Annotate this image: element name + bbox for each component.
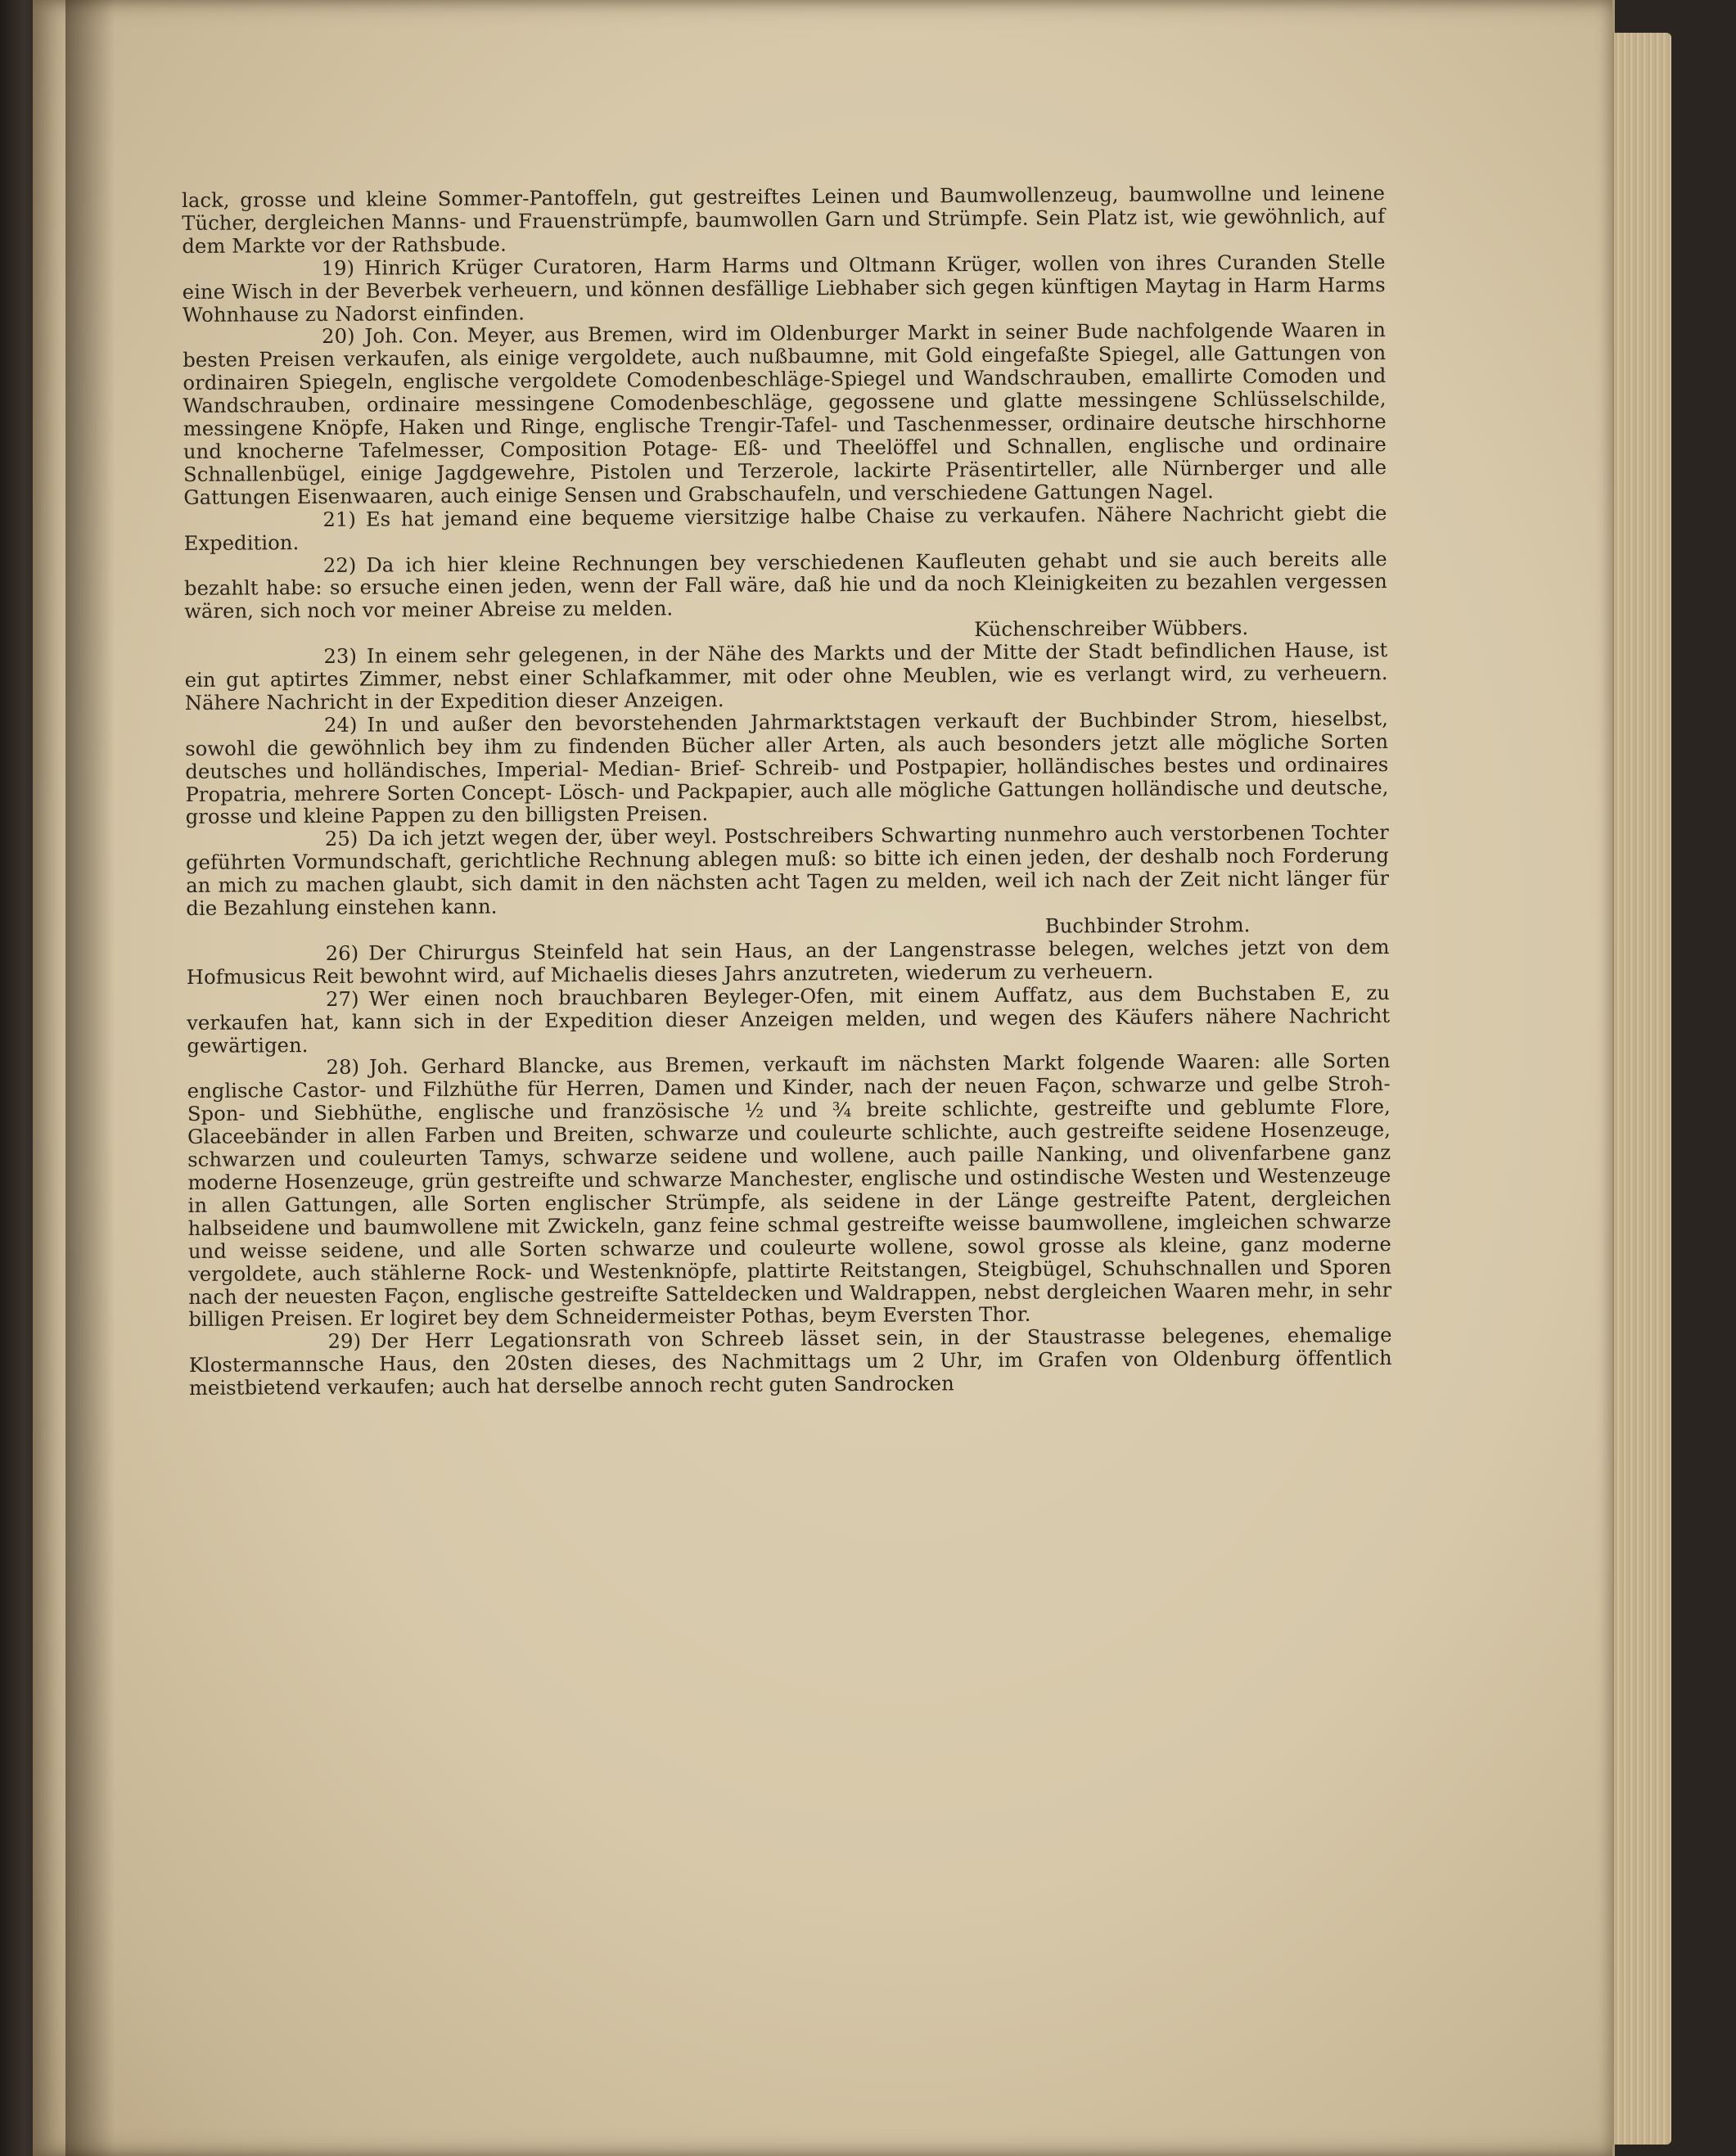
notice-number: 24) xyxy=(323,713,358,737)
document-text xyxy=(182,183,1392,1400)
notice-text: Joh. Con. Meyer, aus Bremen, wird im Oldenburger Markt in seiner Bude nachfolgende Waaren in besten Preisen verkaufen, als einige vergoldete, auch nußbaumne, mit Gold eingefaßte Spiegel, alle Gattungen von ordinairen Spiegeln, englische vergoldete Comodenbeschläge-Spiegel und Wandschrauben, emallirte Comoden und Wandschrauben, ordinaire messingene Comodenbeschläge, gegossene und glatte messingene Schlüsselschilde, messingene Knöpfe, Haken und Ringe, englische Trengir-Tafel- und Taschenmesser, ordinaire deutsche hirschhorne und knocherne Tafelmesser, Composition Potage- Eß- und Theelöffel und Schnallen, englische und ordinaire Schnallenbügel, einige Jagdgewehre, Pistolen und Terzerole, lackirte Präsentirteller, alle Nürnberger und alle Gattungen Eisenwaaren, auch einige Sensen und Grabschaufeln, und verschiedene Gattungen Nagel. xyxy=(183,318,1387,509)
notice-text: Da ich hier kleine Rechnungen bey verschiedenen Kaufleuten gehabt und sie auch bereits alle bezahlt habe: so ersuche einen jeden, wenn der Fall wäre, daß hie und da noch Kleinigkeiten zu bezahlen vergessen wären, sich noch vor meiner Abreise zu melden. xyxy=(183,547,1388,624)
signature-line: Buchbinder Strohm. xyxy=(1044,913,1251,938)
notice-text: Da ich jetzt wegen der, über weyl. Postschreibers Schwarting nunmehro auch verstorbenen Tochter geführten Vormundschaft, gerichtliche Rechnung ablegen muß: so bitte ich einen jeden, der deshalb noch Forderung an mich zu machen glaubt, sich damit in den nächsten acht Tagen zu melden, weil ich nach der Zeit nicht länger für die Bezahlung einstehen kann. xyxy=(185,821,1390,921)
numbered-notice xyxy=(183,319,1387,509)
numbered-notice xyxy=(184,548,1387,625)
numbered-notice xyxy=(183,251,1386,327)
notice-text: Hinrich Krüger Curatoren, Harm Harms und Oltmann Krüger, wollen von ihres Curanden Stelle eine Wisch in der Beverbek verheuern, und können desfällige Liebhaber sich gegen künftigen Maytag in Harm Harms Wohnhause zu Nadorst einfinden. xyxy=(182,250,1386,327)
numbered-notice xyxy=(187,936,1390,990)
notice-number: 26) xyxy=(325,941,359,965)
signature-line: Küchenschreiber Wübbers. xyxy=(974,616,1249,642)
notice-number: 22) xyxy=(322,553,357,577)
notice-number: 19) xyxy=(321,256,355,280)
notice-number: 28) xyxy=(326,1056,360,1080)
page-edges xyxy=(1612,33,1671,2145)
notice-number: 23) xyxy=(323,644,358,669)
continuation-paragraph: lack, grosse und kleine Sommer-Pantoffeln, gut gestreiftes Leinen und Baumwollenzeug, baumwollne und leinene Tücher, dergleichen Manns- und Frauenstrümpfe, baumwollen Garn und Strümpfe. Sein Platz ist, wie gewöhnlich, auf dem Markte vor der Rathsbude. xyxy=(181,182,1386,258)
notice-number: 25) xyxy=(324,828,358,851)
notice-number: 27) xyxy=(325,987,359,1011)
notice-text: Joh. Gerhard Blancke, aus Bremen, verkauft im nächsten Markt folgende Waaren: alle Sorten englische Castor- und Filzhüthe für Herren, Damen und Kinder, nach der neuen Façon, schwarze und gelbe Stroh- Spon- und Siebhüthe, englische und französische ½ und ¾ breite schlichte, gestreifte und geblumte Flore, Glaceebänder in allen Farben und Breiten, schwarze und couleurte schlichte, auch gestreifte seidene Hosenzeuge, schwarzen und couleurten Tamys, schwarze seidene und wollene, auch paille Nanking, und olivenfarbene ganz moderne Hosenzeuge, grün gestreifte und schwarze Manchester, englische und ostindische Westen und Westenzeuge in allen Gattungen, alle Sorten englischer Strümpfe, als seidene in der Länge gestreifte Patent, dergleichen halbseidene und baumwollene mit Zwickeln, ganz feine schmal gestreifte weisse baumwollene, imgleichen schwarze und weisse seidene, und alle Sorten schwarze und couleurte wollene, sowol grosse als kleine, ganz moderne vergoldete, auch stählerne Rock- und Westenknöpfe, plattirte Reitstangen, Steigbügel, Schuhschnallen und Sporen nach der neuesten Façon, englische gestreifte Satteldecken und Waldrappen, nebst dergleichen Waaren mehr, in sehr billigen Preisen. Er logiret bey dem Schneidermeister Pothas, beym Eversten Thor. xyxy=(187,1049,1392,1332)
numbered-notice xyxy=(189,1324,1392,1400)
notice-text: In und außer den bevorstehenden Jahrmarktstagen verkauft der Buchbinder Strom, hieselbst, sowohl die gewöhnlich bey ihm zu findenden Bücher aller Arten, als auch besonders jetzt alle mögliche Sorten deutsches und holländisches, Imperial- Median- Brief- Schreib- und Postpapier, holländisches bestes und ordinaires Propatria, mehrere Sorten Concept- Lösch- und Packpapier, auch alle mögliche Gattungen holländische und deutsche, grosse und kleine Pappen zu den billigsten Preisen. xyxy=(185,706,1389,829)
notice-number: 21) xyxy=(322,507,357,531)
numbered-notice xyxy=(187,1050,1391,1332)
notice-text: Der Herr Legationsrath von Schreeb lässet sein, in der Staustrasse belegenes, ehemalige Klostermannsche Haus, den 20sten dieses, des Nachmittags um 2 Uhr, im Grafen von Oldenburg öffentlich meistbietend verkaufen; auch hat derselbe annoch recht guten Sandrocken xyxy=(188,1324,1392,1400)
notice-number: 20) xyxy=(322,325,355,349)
notice-number: 29) xyxy=(327,1330,362,1354)
spine-shadow xyxy=(65,0,115,2156)
notice-text: Der Chirurgus Steinfeld hat sein Haus, an der Langenstrasse belegen, welches jetzt von dem Hofmusicus Reit bewohnt wird, auf Michaelis dieses Jahrs anzutreten, wiederum zu verheuern. xyxy=(186,935,1390,989)
numbered-notice xyxy=(185,708,1389,830)
notice-text: Es hat jemand eine bequeme viersitzige halbe Chaise zu verkaufen. Nähere Nachricht giebt die Expedition. xyxy=(183,501,1387,555)
notice-text: In einem sehr gelegenen, in der Nähe des Markts und der Mitte der Stadt befindlichen Hause, ist ein gut aptirtes Zimmer, nebst einer Schlafkammer, mit oder ohne Meublen, wie es verlangt wird, zu verheuern. Nähere Nachricht in der Expedition dieser Anzeigen. xyxy=(184,638,1388,715)
numbered-notice xyxy=(183,503,1387,556)
numbered-notice xyxy=(186,822,1390,921)
numbered-notice xyxy=(187,982,1390,1058)
numbered-notice xyxy=(184,639,1387,715)
notice-text: Wer einen noch brauchbaren Beyleger-Ofen, mit einem Auffatz, aus dem Buchstaben E, zu verkaufen hat, kann sich in der Expedition dieser Anzeigen melden, und wegen des Käufers nähere Nachricht gewärtigen. xyxy=(187,981,1391,1058)
